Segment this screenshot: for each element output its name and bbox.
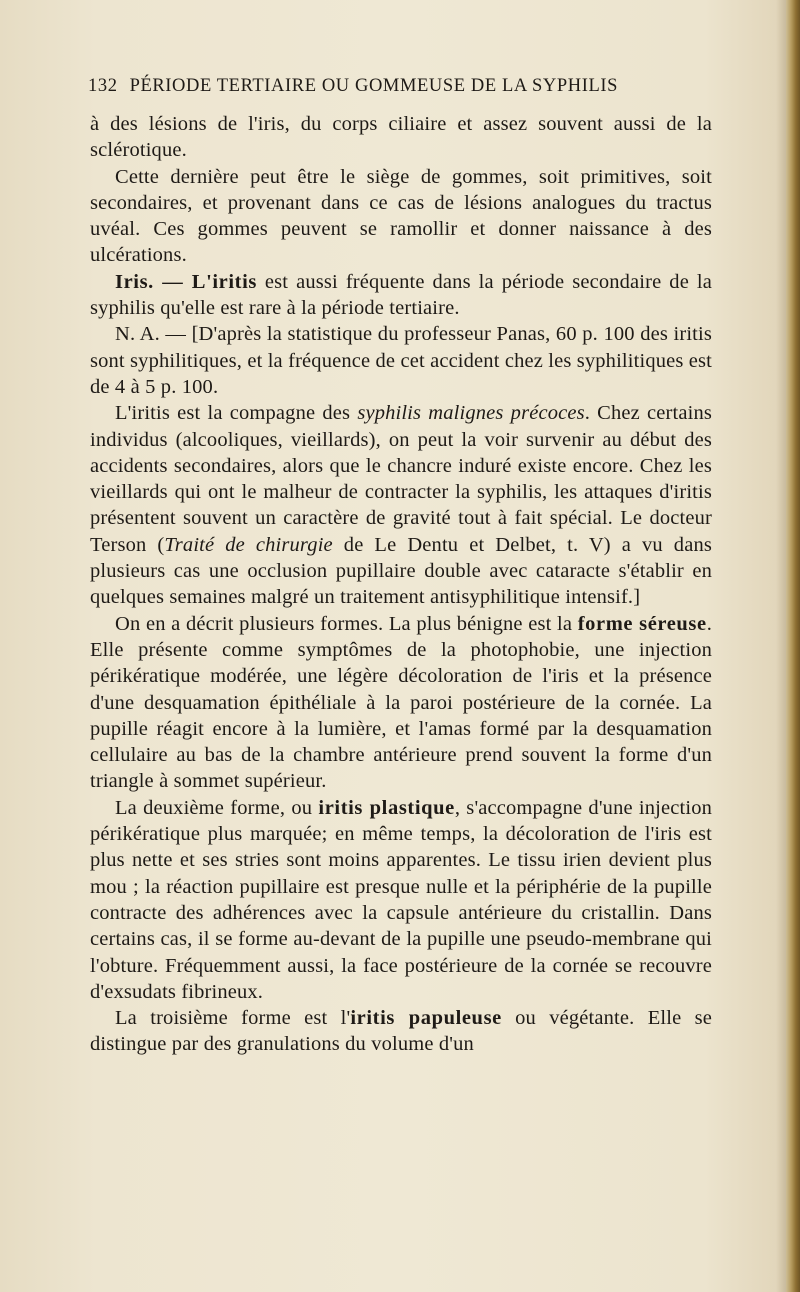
- paragraph-note-panas: N. A. — [D'après la statistique du professeur Panas, 60 p. 100 des iritis sont syphilitiques, et la fréquence de cet accident chez les syphilitiques est de 4 à 5 p. 100.: [90, 323, 712, 398]
- paragraph-iritis-plastique: [90, 795, 712, 1005]
- text-run: La troisième forme est l': [115, 1007, 351, 1030]
- paragraph-syphilis-maligne: [90, 400, 712, 610]
- text-run: . Chez certains individus (alcooliques, vieillards), on peut la voir survenir au début des accidents secondaires, alors que le chancre induré existe encore. Chez les vieillards qui ont le malheur de contracter la syphilis, les attaques d'iritis présentent souvent un caractère de gravité tout à fait spécial. Le docteur Terson (: [90, 402, 712, 556]
- text-run: La deuxième forme, ou: [115, 796, 319, 819]
- paragraph-forme-sereuse: [90, 611, 712, 795]
- text-run: . Elle présente comme symptômes de la photophobie, une injection périkératique modérée, une légère décoloration de l'iris et la présence d'une desquamation épithéliale à la paroi postérieure de la cornée. La pupille réagit encore à la lumière, et l'amas formé par la desquamation cellulaire au bas de la chambre antérieure prend souvent la forme d'un triangle à sommet supérieur.: [90, 612, 712, 793]
- running-title: PÉRIODE TERTIAIRE OU GOMMEUSE DE LA SYPHILIS: [129, 76, 619, 96]
- page-body: [90, 111, 712, 1058]
- paragraph-iris: [90, 269, 712, 322]
- text-run: ou végétante. Elle se distingue par des granulations du volume d'un: [90, 1007, 712, 1056]
- spine-shadow: [776, 0, 786, 1292]
- paragraph-continuation: à des lésions de l'iris, du corps ciliaire et assez souvent aussi de la sclérotique.: [90, 113, 712, 162]
- page-number: 132: [88, 76, 118, 96]
- text-run: On en a décrit plusieurs formes. La plus bénigne est la: [115, 612, 578, 635]
- italic-traite-chirurgie: Traité de chirurgie: [164, 533, 333, 556]
- term-forme-sereuse: forme séreuse: [577, 612, 707, 635]
- text-run: L'iritis est la compagne des: [115, 402, 358, 425]
- paragraph-sclerotique: Cette dernière peut être le siège de gommes, soit primitives, soit secondaires, et provenant dans ce cas de lésions analogues du tractus uvéal. Ces gommes peuvent se ramollir et donner naissance à des ulcérations.: [90, 165, 712, 267]
- running-header: [88, 76, 718, 97]
- paragraph-text: est aussi fréquente dans la période secondaire de la syphilis qu'elle est rare à la période tertiaire.: [90, 270, 713, 320]
- book-spine-edge: [786, 0, 800, 1292]
- text-run: de Le Dentu et Delbet, t. V) a vu dans plusieurs cas une occlusion pupillaire double avec cataracte s'établir en quelques semaines malgré un traitement antisyphilitique intensif.]: [90, 533, 712, 609]
- paragraph-iritis-papuleuse: [90, 1005, 712, 1058]
- text-run: , s'accompagne d'une injection périkératique plus marquée; en même temps, la décoloration de l'iris est plus nette et ses stries sont moins apparentes. Le tissu irien devient plus mou ; la réaction pupillaire est presque nulle et la périphérie de la pupille contracte des adhérences avec la capsule antérieure du cristallin. Dans certains cas, il se forme au-devant de la pupille une pseudo-membrane qui l'obture. Fréquemment aussi, la face postérieure de la cornée se recouvre d'exsudats fibrineux.: [90, 796, 713, 1003]
- italic-syphilis-malignes: syphilis malignes précoces: [357, 402, 585, 425]
- term-iritis-plastique: iritis plastique: [318, 796, 455, 819]
- section-lead: Iris. — L': [115, 270, 213, 293]
- term-iritis-papuleuse: iritis papuleuse: [350, 1007, 502, 1030]
- term-iritis: iritis: [212, 270, 257, 293]
